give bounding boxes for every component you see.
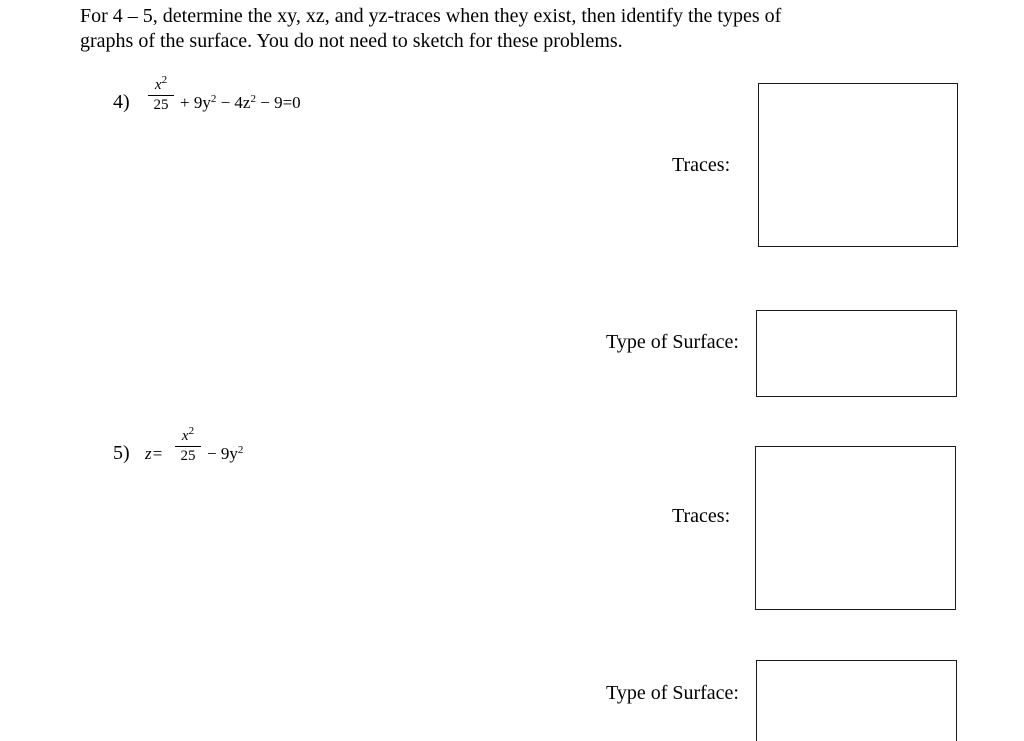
fraction-denominator: 25 (180, 448, 196, 464)
surface-type-label: Type of Surface: (606, 331, 739, 353)
problem-number: 5) (113, 442, 130, 464)
fraction-numerator (175, 425, 201, 444)
fraction-bar (175, 446, 201, 447)
frac-num-var: x (154, 77, 162, 93)
fraction (148, 74, 174, 113)
surface-type-answer-box[interactable] (756, 660, 957, 741)
traces-answer-box[interactable] (758, 83, 958, 247)
eq-term-1: − 9y (207, 444, 238, 463)
surface-type-label: Type of Surface: (606, 682, 739, 704)
equation-lhs: z= (145, 444, 164, 463)
instructions-line-1: For 4 – 5, determine the xy, xz, and yz-traces when they exist, then identify the types of (80, 5, 782, 27)
fraction-bar (148, 95, 174, 96)
problem-number: 4) (113, 91, 130, 113)
traces-label: Traces: (672, 154, 731, 176)
fraction-denominator: 25 (153, 97, 169, 113)
traces-label: Traces: (672, 505, 731, 527)
frac-num-var: x (181, 428, 189, 444)
eq-term-1: + 9y (180, 93, 211, 112)
eq-term-1-exp: 2 (237, 444, 244, 456)
surface-type-answer-box[interactable] (756, 310, 957, 397)
traces-answer-box[interactable] (755, 446, 956, 610)
frac-num-exp: 2 (161, 74, 168, 86)
frac-num-exp: 2 (188, 425, 195, 437)
fraction (175, 425, 201, 464)
instructions (80, 4, 940, 54)
equation-rest (180, 93, 301, 113)
eq-term-2: − 4z (220, 93, 251, 112)
instructions-line-2: graphs of the surface. You do not need to sketch for these problems. (80, 30, 623, 52)
equation-rest (207, 444, 243, 464)
fraction-numerator (148, 74, 174, 93)
eq-term-2-exp: 2 (250, 93, 256, 105)
eq-term-1-exp: 2 (210, 93, 217, 105)
eq-term-3: − 9=0 (260, 93, 301, 112)
